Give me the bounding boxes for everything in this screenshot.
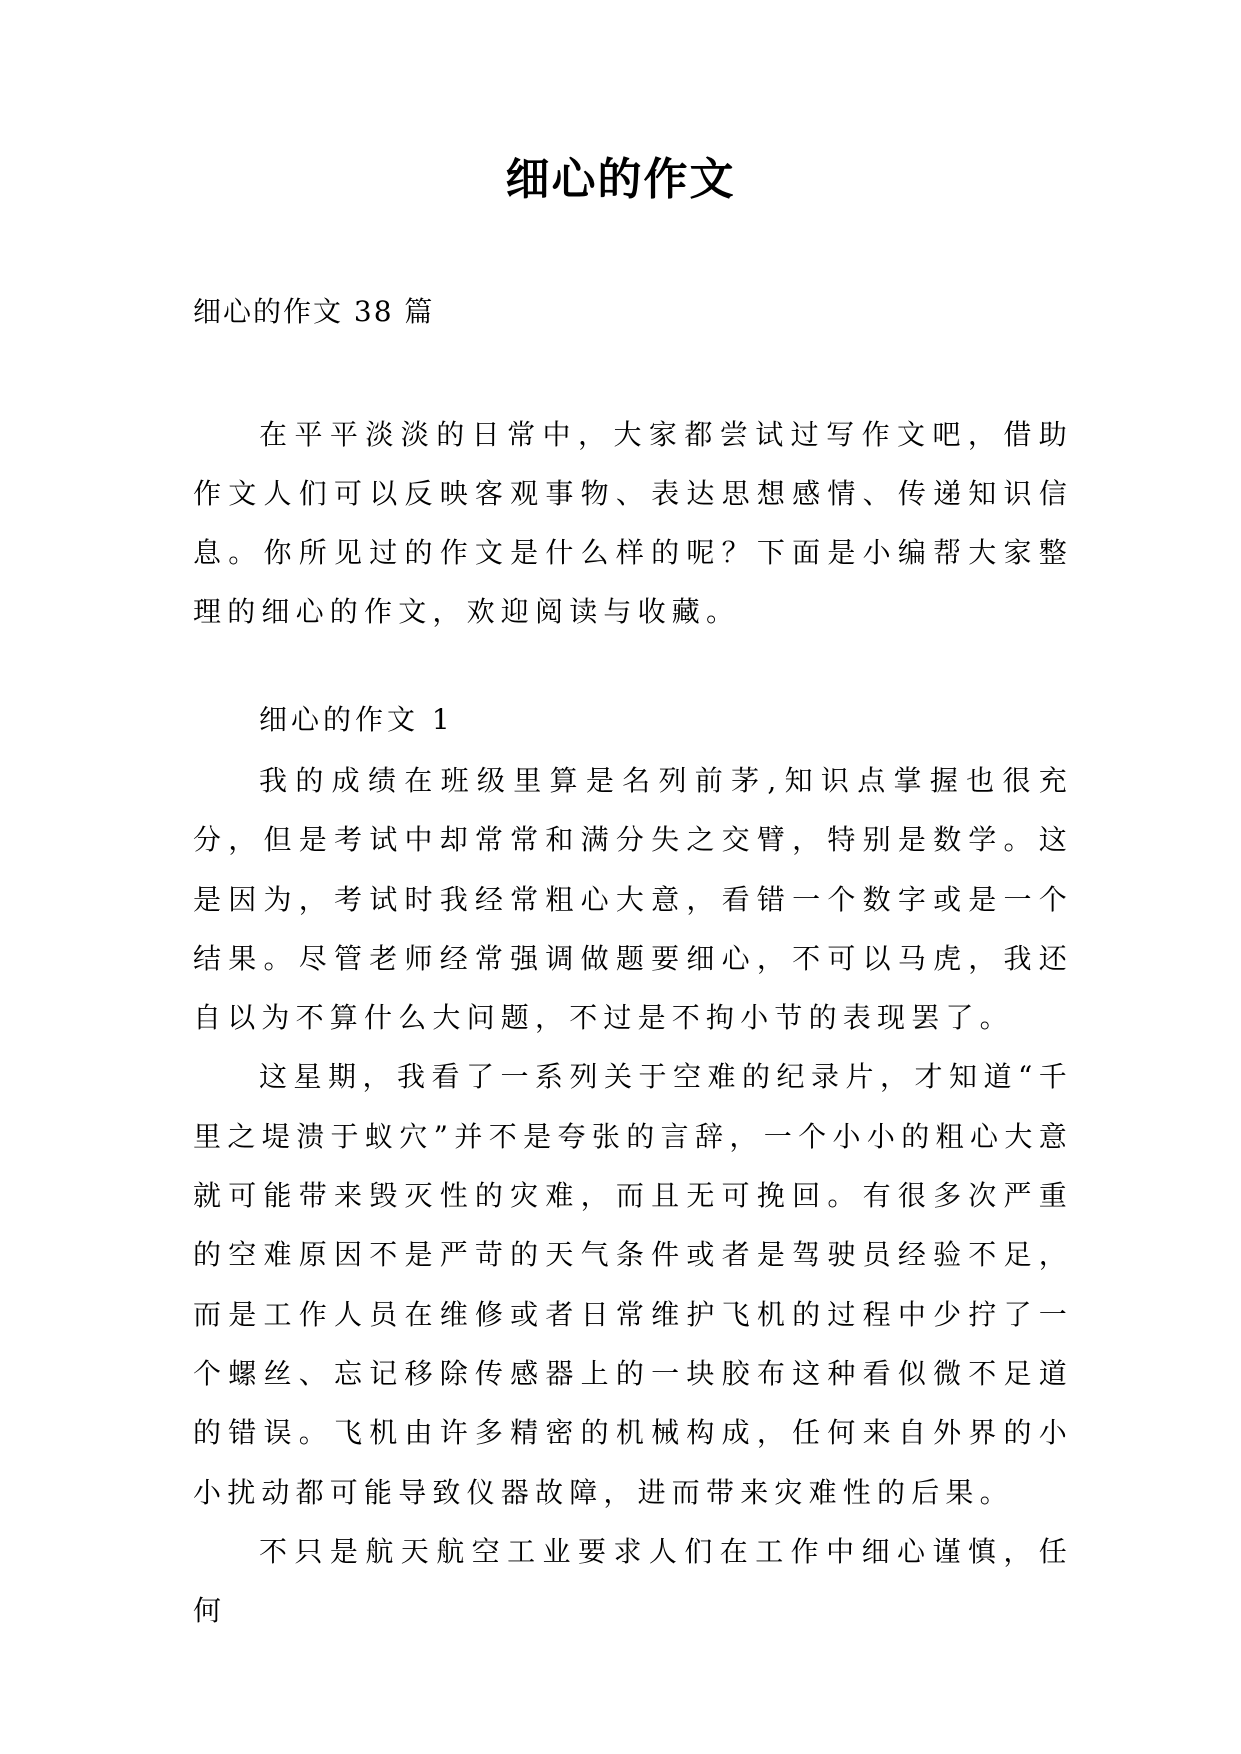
section-heading: 细心的作文 1 xyxy=(259,703,454,736)
document-title: 细心的作文 xyxy=(505,154,736,205)
essay-paragraph: 这星期，我看了一系列关于空难的纪录片，才知道“千里之堤溃于蚁穴”并不是夸张的言辞，一个小小的粗心大意就可能带来毁灭性的灾难，而且无可挽回。有很多次严重的空难原因不是严苛的天气条件或者是驾驶员经验不足，而是工作人员在维修或者日常维护飞机的过程中少拧了一个螺丝、忘记移除传感器上的一块胶布这种看似微不足道的错误。飞机由许多精密的机械构成，任何来自外界的小小扰动都可能导致仪器故障，进而带来灾难性的后果。 xyxy=(193,1060,1073,1509)
document-subtitle: 细心的作文 38 篇 xyxy=(193,295,435,328)
essay-paragraph: 不只是航天航空工业要求人们在工作中细心谨慎，任何 xyxy=(193,1534,1073,1628)
essay-body xyxy=(193,751,1073,1640)
essay-paragraph: 我的成绩在班级里算是名列前茅,知识点掌握也很充分，但是考试中却常常和满分失之交臂，特别是数学。这是因为，考试时我经常粗心大意，看错一个数字或是一个结果。尽管老师经常强调做题要细心，不可以马虎，我还自以为不算什么大问题，不过是不拘小节的表现罢了。 xyxy=(193,764,1073,1035)
intro-paragraph: 在平平淡淡的日常中，大家都尝试过写作文吧，借助作文人们可以反映客观事物、表达思想感情、传递知识信息。你所见过的作文是什么样的呢？下面是小编帮大家整理的细心的作文，欢迎阅读与收藏。 xyxy=(193,418,1073,628)
